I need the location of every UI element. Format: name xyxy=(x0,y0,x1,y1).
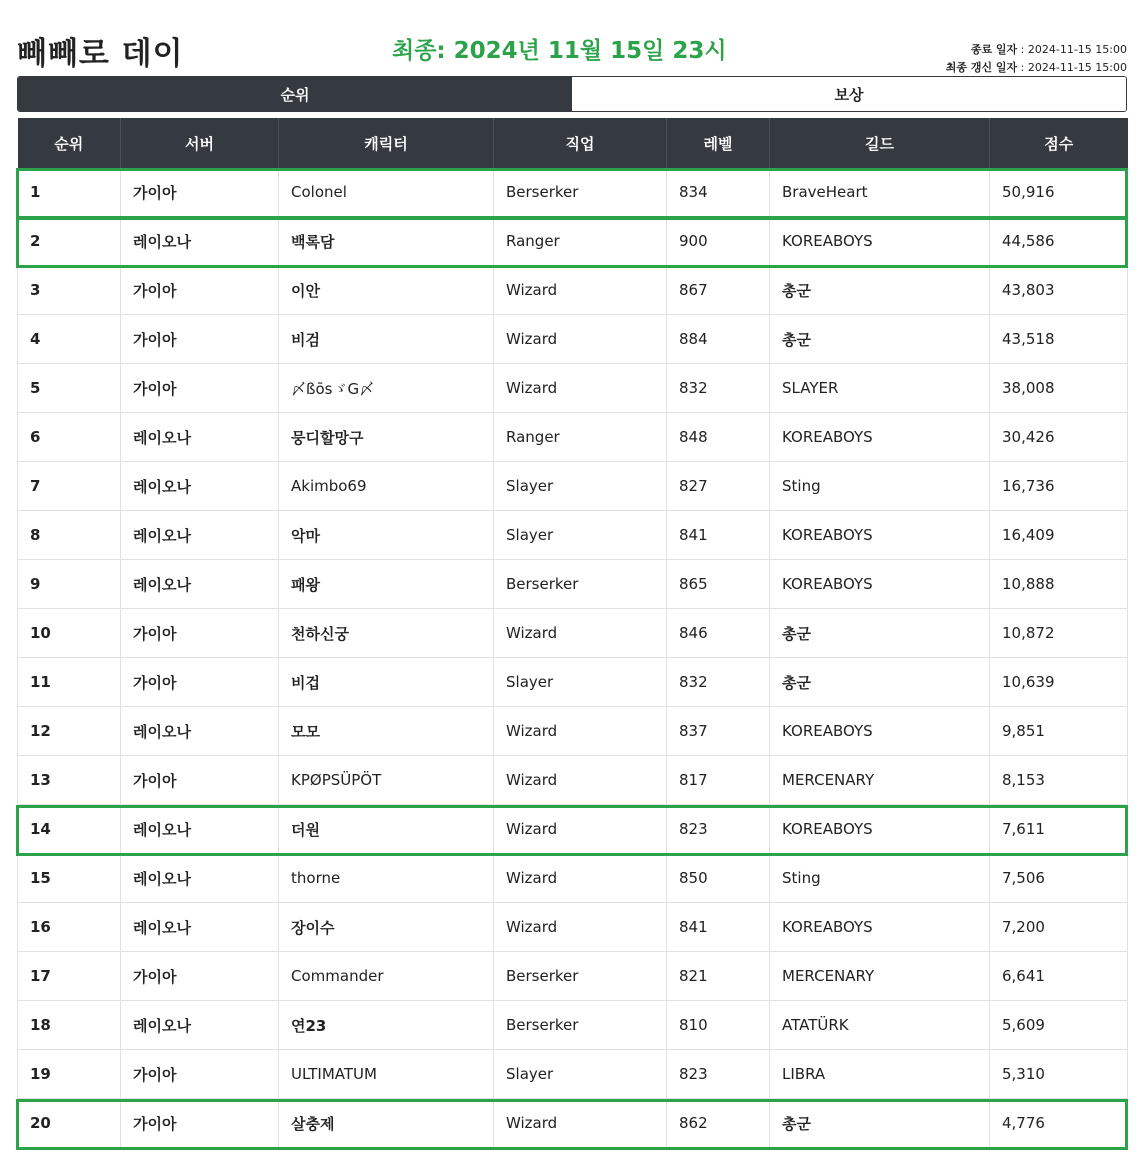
score-cell: 4,776 xyxy=(990,1099,1128,1148)
level-cell: 823 xyxy=(667,1050,770,1099)
level-cell: 821 xyxy=(667,952,770,1001)
table-row xyxy=(18,168,1128,217)
character-cell: Colonel xyxy=(279,168,494,217)
level-cell: 867 xyxy=(667,266,770,315)
server-cell: 레이오나 xyxy=(121,217,279,266)
table-row xyxy=(18,658,1128,707)
score-cell: 9,851 xyxy=(990,707,1128,756)
rank-cell: 5 xyxy=(18,364,121,413)
score-cell: 44,586 xyxy=(990,217,1128,266)
table-row xyxy=(18,903,1128,952)
score-cell: 6,641 xyxy=(990,952,1128,1001)
rank-cell: 11 xyxy=(18,658,121,707)
guild-cell: ATATÜRK xyxy=(770,1001,990,1050)
level-cell: 850 xyxy=(667,854,770,903)
level-cell: 846 xyxy=(667,609,770,658)
server-cell: 레이오나 xyxy=(121,1001,279,1050)
score-cell: 30,426 xyxy=(990,413,1128,462)
end-date: 종료 일자 : 2024-11-15 15:00 xyxy=(970,43,1127,56)
table-row xyxy=(18,217,1128,266)
table-row xyxy=(18,952,1128,1001)
table-row xyxy=(18,707,1128,756)
table-row xyxy=(18,756,1128,805)
character-cell: 백록담 xyxy=(279,217,494,266)
guild-cell: Sting xyxy=(770,462,990,511)
guild-cell: 총군 xyxy=(770,266,990,315)
table-row xyxy=(18,560,1128,609)
level-cell: 900 xyxy=(667,217,770,266)
character-cell: 모모 xyxy=(279,707,494,756)
tab-bar xyxy=(17,76,1127,112)
guild-cell: MERCENARY xyxy=(770,756,990,805)
server-cell: 가이아 xyxy=(121,168,279,217)
class-cell: Slayer xyxy=(494,658,667,707)
character-cell: 악마 xyxy=(279,511,494,560)
server-cell: 가이아 xyxy=(121,266,279,315)
table-row xyxy=(18,1099,1128,1148)
level-cell: 841 xyxy=(667,903,770,952)
table-row xyxy=(18,854,1128,903)
rank-cell: 10 xyxy=(18,609,121,658)
class-cell: Wizard xyxy=(494,756,667,805)
rank-cell: 9 xyxy=(18,560,121,609)
table-row xyxy=(18,1001,1128,1050)
level-cell: 810 xyxy=(667,1001,770,1050)
class-cell: Wizard xyxy=(494,315,667,364)
table-row xyxy=(18,413,1128,462)
server-cell: 가이아 xyxy=(121,315,279,364)
server-cell: 가이아 xyxy=(121,1099,279,1148)
rank-cell: 19 xyxy=(18,1050,121,1099)
character-cell: 뭉디할망구 xyxy=(279,413,494,462)
guild-cell: MERCENARY xyxy=(770,952,990,1001)
guild-cell: 총군 xyxy=(770,658,990,707)
tab-rewards[interactable]: 보상 xyxy=(572,77,1126,111)
character-cell: KPØPSÜPÖT xyxy=(279,756,494,805)
column-header-level[interactable]: 레벨 xyxy=(667,118,770,168)
guild-cell: 총군 xyxy=(770,315,990,364)
table-row xyxy=(18,266,1128,315)
table-header-row xyxy=(18,118,1128,168)
tab-ranking[interactable]: 순위 xyxy=(18,77,572,111)
class-cell: Berserker xyxy=(494,952,667,1001)
page-title: 빼빼로 데이 xyxy=(17,36,184,72)
column-header-guild[interactable]: 길드 xyxy=(770,118,990,168)
class-cell: Slayer xyxy=(494,511,667,560)
score-cell: 7,611 xyxy=(990,805,1128,854)
class-cell: Berserker xyxy=(494,168,667,217)
page-header xyxy=(0,0,1143,75)
rank-cell: 13 xyxy=(18,756,121,805)
score-cell: 43,803 xyxy=(990,266,1128,315)
guild-cell: KOREABOYS xyxy=(770,217,990,266)
class-cell: Wizard xyxy=(494,1099,667,1148)
server-cell: 레이오나 xyxy=(121,707,279,756)
server-cell: 가이아 xyxy=(121,658,279,707)
rank-cell: 3 xyxy=(18,266,121,315)
score-cell: 16,409 xyxy=(990,511,1128,560)
server-cell: 레이오나 xyxy=(121,805,279,854)
score-cell: 43,518 xyxy=(990,315,1128,364)
class-cell: Ranger xyxy=(494,413,667,462)
score-cell: 7,506 xyxy=(990,854,1128,903)
rank-cell: 4 xyxy=(18,315,121,364)
column-header-rank[interactable]: 순위 xyxy=(18,118,121,168)
rank-cell: 6 xyxy=(18,413,121,462)
table-row xyxy=(18,609,1128,658)
updated-date-label: 최종 갱신 일자 xyxy=(945,61,1018,74)
end-date-value: 2024-11-15 15:00 xyxy=(1027,43,1127,56)
rank-cell: 1 xyxy=(18,168,121,217)
character-cell: 패왕 xyxy=(279,560,494,609)
level-cell: 848 xyxy=(667,413,770,462)
guild-cell: SLAYER xyxy=(770,364,990,413)
rank-cell: 16 xyxy=(18,903,121,952)
level-cell: 832 xyxy=(667,658,770,707)
level-cell: 837 xyxy=(667,707,770,756)
guild-cell: KOREABOYS xyxy=(770,805,990,854)
end-date-label: 종료 일자 xyxy=(970,43,1018,56)
server-cell: 가이아 xyxy=(121,952,279,1001)
character-cell: ULTIMATUM xyxy=(279,1050,494,1099)
score-cell: 10,888 xyxy=(990,560,1128,609)
class-cell: Wizard xyxy=(494,707,667,756)
level-cell: 834 xyxy=(667,168,770,217)
column-header-class[interactable]: 직업 xyxy=(494,118,667,168)
rank-cell: 14 xyxy=(18,805,121,854)
class-cell: Wizard xyxy=(494,903,667,952)
guild-cell: KOREABOYS xyxy=(770,413,990,462)
table-row xyxy=(18,315,1128,364)
guild-cell: 총군 xyxy=(770,1099,990,1148)
class-cell: Wizard xyxy=(494,266,667,315)
rank-cell: 18 xyxy=(18,1001,121,1050)
guild-cell: KOREABOYS xyxy=(770,903,990,952)
guild-cell: Sting xyxy=(770,854,990,903)
level-cell: 817 xyxy=(667,756,770,805)
class-cell: Slayer xyxy=(494,462,667,511)
guild-cell: BraveHeart xyxy=(770,168,990,217)
column-header-server[interactable]: 서버 xyxy=(121,118,279,168)
table-row xyxy=(18,462,1128,511)
table-row xyxy=(18,805,1128,854)
rank-cell: 8 xyxy=(18,511,121,560)
table-row xyxy=(18,364,1128,413)
guild-cell: 총군 xyxy=(770,609,990,658)
character-cell: 〆ßōsゞG〆 xyxy=(279,364,494,413)
rank-cell: 20 xyxy=(18,1099,121,1148)
rank-cell: 17 xyxy=(18,952,121,1001)
character-cell: Commander xyxy=(279,952,494,1001)
level-cell: 823 xyxy=(667,805,770,854)
rank-cell: 15 xyxy=(18,854,121,903)
character-cell: Akimbo69 xyxy=(279,462,494,511)
guild-cell: LIBRA xyxy=(770,1050,990,1099)
character-cell: thorne xyxy=(279,854,494,903)
score-cell: 10,639 xyxy=(990,658,1128,707)
server-cell: 레이오나 xyxy=(121,560,279,609)
server-cell: 가이아 xyxy=(121,1050,279,1099)
column-header-character[interactable]: 캐릭터 xyxy=(279,118,494,168)
server-cell: 가이아 xyxy=(121,756,279,805)
guild-cell: KOREABOYS xyxy=(770,707,990,756)
ranking-table xyxy=(17,118,1128,1148)
class-cell: Slayer xyxy=(494,1050,667,1099)
class-cell: Wizard xyxy=(494,364,667,413)
table-row xyxy=(18,511,1128,560)
column-header-score[interactable]: 점수 xyxy=(990,118,1128,168)
server-cell: 레이오나 xyxy=(121,903,279,952)
level-cell: 862 xyxy=(667,1099,770,1148)
final-notice: 최종: 2024년 11월 15일 23시 xyxy=(392,38,727,64)
character-cell: 장이수 xyxy=(279,903,494,952)
character-cell: 비검 xyxy=(279,315,494,364)
table-row xyxy=(18,1050,1128,1099)
server-cell: 레이오나 xyxy=(121,511,279,560)
server-cell: 레이오나 xyxy=(121,854,279,903)
server-cell: 레이오나 xyxy=(121,462,279,511)
score-cell: 38,008 xyxy=(990,364,1128,413)
date-info xyxy=(946,41,1127,77)
character-cell: 이안 xyxy=(279,266,494,315)
server-cell: 레이오나 xyxy=(121,413,279,462)
class-cell: Berserker xyxy=(494,1001,667,1050)
level-cell: 841 xyxy=(667,511,770,560)
updated-date: 최종 갱신 일자 : 2024-11-15 15:00 xyxy=(945,61,1127,74)
character-cell: 비겁 xyxy=(279,658,494,707)
score-cell: 16,736 xyxy=(990,462,1128,511)
server-cell: 가이아 xyxy=(121,364,279,413)
class-cell: Wizard xyxy=(494,805,667,854)
rank-cell: 2 xyxy=(18,217,121,266)
class-cell: Wizard xyxy=(494,609,667,658)
score-cell: 5,310 xyxy=(990,1050,1128,1099)
character-cell: 천하신궁 xyxy=(279,609,494,658)
server-cell: 가이아 xyxy=(121,609,279,658)
level-cell: 865 xyxy=(667,560,770,609)
class-cell: Ranger xyxy=(494,217,667,266)
character-cell: 살충제 xyxy=(279,1099,494,1148)
class-cell: Berserker xyxy=(494,560,667,609)
score-cell: 50,916 xyxy=(990,168,1128,217)
rank-cell: 12 xyxy=(18,707,121,756)
level-cell: 884 xyxy=(667,315,770,364)
level-cell: 827 xyxy=(667,462,770,511)
character-cell: 연23 xyxy=(279,1001,494,1050)
rank-cell: 7 xyxy=(18,462,121,511)
guild-cell: KOREABOYS xyxy=(770,560,990,609)
updated-date-value: 2024-11-15 15:00 xyxy=(1027,61,1127,74)
score-cell: 7,200 xyxy=(990,903,1128,952)
score-cell: 10,872 xyxy=(990,609,1128,658)
level-cell: 832 xyxy=(667,364,770,413)
score-cell: 5,609 xyxy=(990,1001,1128,1050)
class-cell: Wizard xyxy=(494,854,667,903)
guild-cell: KOREABOYS xyxy=(770,511,990,560)
score-cell: 8,153 xyxy=(990,756,1128,805)
character-cell: 더원 xyxy=(279,805,494,854)
